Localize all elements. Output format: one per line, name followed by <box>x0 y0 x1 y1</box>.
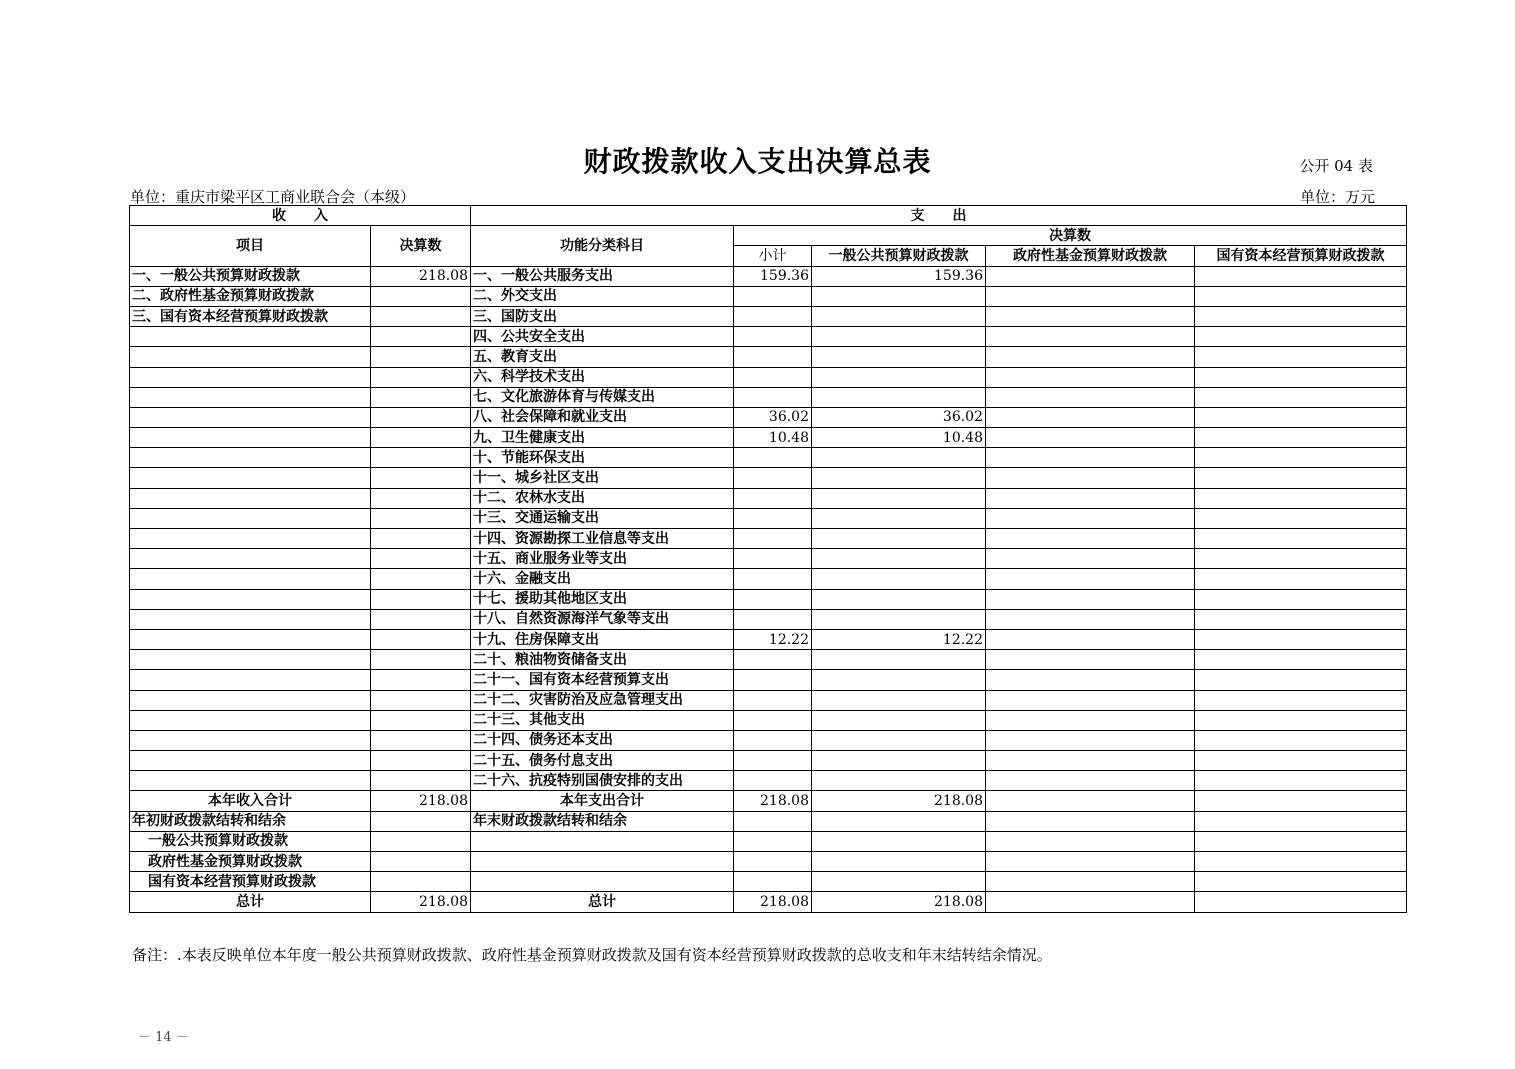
state-capital-cell <box>1195 529 1407 549</box>
income-amount-cell <box>371 367 471 387</box>
general-budget-cell <box>812 569 986 589</box>
function-category-cell: 五、教育支出 <box>471 347 734 367</box>
subtotal-cell <box>734 872 812 892</box>
function-category-cell <box>471 831 734 851</box>
income-item-cell <box>130 609 371 629</box>
table-row <box>130 407 1407 427</box>
income-amount-cell <box>371 407 471 427</box>
general-budget-cell <box>812 468 986 488</box>
income-amount-cell <box>371 549 471 569</box>
subtotal-cell <box>734 852 812 872</box>
subtotal-cell: 12.22 <box>734 629 812 649</box>
table-row <box>130 448 1407 468</box>
income-item-cell <box>130 690 371 710</box>
function-category-cell: 七、文化旅游体育与传媒支出 <box>471 387 734 407</box>
general-budget-cell <box>812 448 986 468</box>
subtotal-cell <box>734 306 812 326</box>
general-budget-cell <box>812 710 986 730</box>
subtotal-cell <box>734 690 812 710</box>
subtotal-cell <box>734 367 812 387</box>
fund-budget-cell <box>986 831 1195 851</box>
subtotal-cell <box>734 549 812 569</box>
general-budget-cell <box>812 730 986 750</box>
general-budget-cell <box>812 751 986 771</box>
subtotal-cell <box>734 589 812 609</box>
footnote: 备注：.本表反映单位本年度一般公共预算财政拨款、政府性基金预算财政拨款及国有资本经营预算财政拨款的总收支和年末结转结余情况。 <box>132 946 1052 964</box>
function-category-cell: 九、卫生健康支出 <box>471 428 734 448</box>
income-amount-cell <box>371 629 471 649</box>
fund-budget-cell <box>986 407 1195 427</box>
income-amount-cell <box>371 730 471 750</box>
fund-budget-cell <box>986 730 1195 750</box>
function-category-cell: 二、外交支出 <box>471 286 734 306</box>
income-amount-cell <box>371 710 471 730</box>
income-amount-cell: 218.08 <box>371 791 471 811</box>
income-item-cell: 年初财政拨款结转和结余 <box>130 811 371 831</box>
function-category-cell: 二十三、其他支出 <box>471 710 734 730</box>
income-item-cell <box>130 730 371 750</box>
general-budget-cell <box>812 872 986 892</box>
col-header-state: 国有资本经营预算财政拨款 <box>1195 246 1407 266</box>
table-row <box>130 508 1407 528</box>
table-row <box>130 609 1407 629</box>
fund-budget-cell <box>986 569 1195 589</box>
col-header-general: 一般公共预算财政拨款 <box>812 246 986 266</box>
income-item-cell <box>130 629 371 649</box>
income-item-cell <box>130 569 371 589</box>
income-item-cell <box>130 589 371 609</box>
function-category-cell: 二十四、债务还本支出 <box>471 730 734 750</box>
income-amount-cell <box>371 872 471 892</box>
subtotal-cell: 159.36 <box>734 266 812 286</box>
general-budget-cell <box>812 306 986 326</box>
income-amount-cell <box>371 488 471 508</box>
table-row <box>130 306 1407 326</box>
income-item-cell <box>130 428 371 448</box>
income-amount-cell <box>371 771 471 791</box>
function-category-cell <box>471 852 734 872</box>
income-item-cell <box>130 347 371 367</box>
subtotal-cell <box>734 730 812 750</box>
subtotal-cell <box>734 448 812 468</box>
fund-budget-cell <box>986 488 1195 508</box>
function-category-cell <box>471 872 734 892</box>
fund-budget-cell <box>986 690 1195 710</box>
fund-budget-cell <box>986 529 1195 549</box>
subtotal-cell <box>734 286 812 306</box>
carryover-row <box>130 831 1407 851</box>
income-item-cell <box>130 710 371 730</box>
col-header-subtotal: 小计 <box>734 246 812 266</box>
income-amount-cell <box>371 852 471 872</box>
general-budget-cell <box>812 286 986 306</box>
subtotal-cell <box>734 387 812 407</box>
state-capital-cell <box>1195 609 1407 629</box>
table-row <box>130 589 1407 609</box>
income-item-cell <box>130 508 371 528</box>
state-capital-cell <box>1195 266 1407 286</box>
fund-budget-cell <box>986 367 1195 387</box>
fund-budget-cell <box>986 670 1195 690</box>
carryover-row <box>130 811 1407 831</box>
state-capital-cell <box>1195 569 1407 589</box>
income-amount-cell <box>371 751 471 771</box>
subtotal-cell <box>734 347 812 367</box>
general-budget-cell <box>812 852 986 872</box>
income-item-cell <box>130 387 371 407</box>
income-item-cell: 二、政府性基金预算财政拨款 <box>130 286 371 306</box>
subtotal-cell <box>734 609 812 629</box>
subtotal-cell <box>734 670 812 690</box>
income-amount-cell <box>371 468 471 488</box>
general-budget-cell <box>812 811 986 831</box>
subtotal-cell <box>734 831 812 851</box>
general-budget-cell: 12.22 <box>812 629 986 649</box>
income-item-cell <box>130 488 371 508</box>
income-amount-cell <box>371 589 471 609</box>
general-budget-cell: 159.36 <box>812 266 986 286</box>
state-capital-cell <box>1195 791 1407 811</box>
function-category-cell: 二十五、债务付息支出 <box>471 751 734 771</box>
function-category-cell: 十二、农林水支出 <box>471 488 734 508</box>
fund-budget-cell <box>986 771 1195 791</box>
currency-unit: 单位：万元 <box>1299 188 1375 206</box>
fund-budget-cell <box>986 266 1195 286</box>
subtotal-cell: 218.08 <box>734 892 812 912</box>
state-capital-cell <box>1195 650 1407 670</box>
fund-budget-cell <box>986 549 1195 569</box>
general-budget-cell <box>812 327 986 347</box>
table-row <box>130 327 1407 347</box>
function-category-cell: 二十一、国有资本经营预算支出 <box>471 670 734 690</box>
col-header-amount: 决算数 <box>371 226 471 266</box>
general-budget-cell <box>812 508 986 528</box>
table-row <box>130 266 1407 286</box>
income-item-cell: 一、一般公共预算财政拨款 <box>130 266 371 286</box>
table-row <box>130 730 1407 750</box>
function-category-cell: 十九、住房保障支出 <box>471 629 734 649</box>
general-budget-cell <box>812 609 986 629</box>
income-item-cell <box>130 771 371 791</box>
subtotal-cell <box>734 508 812 528</box>
subtotal-cell: 10.48 <box>734 428 812 448</box>
state-capital-cell <box>1195 730 1407 750</box>
income-amount-cell <box>371 428 471 448</box>
subtotal-cell <box>734 488 812 508</box>
function-category-cell: 十四、资源勘探工业信息等支出 <box>471 529 734 549</box>
income-item-cell <box>130 670 371 690</box>
function-category-cell: 三、国防支出 <box>471 306 734 326</box>
fund-budget-cell <box>986 710 1195 730</box>
table-row <box>130 771 1407 791</box>
subtotal-cell <box>734 468 812 488</box>
state-capital-cell <box>1195 508 1407 528</box>
fund-budget-cell <box>986 347 1195 367</box>
fund-budget-cell <box>986 286 1195 306</box>
income-item-cell: 政府性基金预算财政拨款 <box>130 852 371 872</box>
fund-budget-cell <box>986 468 1195 488</box>
income-amount-cell <box>371 650 471 670</box>
income-amount-cell <box>371 306 471 326</box>
general-budget-cell <box>812 387 986 407</box>
fund-budget-cell <box>986 751 1195 771</box>
general-budget-cell <box>812 367 986 387</box>
income-amount-cell: 218.08 <box>371 266 471 286</box>
state-capital-cell <box>1195 589 1407 609</box>
fund-budget-cell <box>986 387 1195 407</box>
table-row <box>130 629 1407 649</box>
function-category-cell: 十八、自然资源海洋气象等支出 <box>471 609 734 629</box>
state-capital-cell <box>1195 751 1407 771</box>
income-amount-cell <box>371 690 471 710</box>
table-row <box>130 569 1407 589</box>
subtotal-cell <box>734 751 812 771</box>
table-row <box>130 347 1407 367</box>
function-category-cell: 十一、城乡社区支出 <box>471 468 734 488</box>
income-item-cell <box>130 327 371 347</box>
general-budget-cell <box>812 771 986 791</box>
budget-table <box>129 205 1407 913</box>
income-group-header: 收 入 <box>130 206 471 226</box>
state-capital-cell <box>1195 831 1407 851</box>
function-category-cell: 二十六、抗疫特别国债安排的支出 <box>471 771 734 791</box>
fund-budget-cell <box>986 306 1195 326</box>
fund-budget-cell <box>986 589 1195 609</box>
income-amount-cell <box>371 529 471 549</box>
fund-budget-cell <box>986 791 1195 811</box>
general-budget-cell <box>812 529 986 549</box>
income-item-cell <box>130 407 371 427</box>
table-row <box>130 670 1407 690</box>
function-category-cell: 十五、商业服务业等支出 <box>471 549 734 569</box>
subtotal-cell <box>734 529 812 549</box>
subtotal-cell <box>734 569 812 589</box>
general-budget-cell <box>812 347 986 367</box>
page-number: － 14 － <box>138 1030 189 1045</box>
state-capital-cell <box>1195 670 1407 690</box>
general-budget-cell: 36.02 <box>812 407 986 427</box>
table-row <box>130 650 1407 670</box>
fund-budget-cell <box>986 852 1195 872</box>
table-row <box>130 387 1407 407</box>
income-item-cell: 三、国有资本经营预算财政拨款 <box>130 306 371 326</box>
income-item-cell <box>130 468 371 488</box>
grand-total-row <box>130 892 1407 912</box>
function-category-cell: 十、节能环保支出 <box>471 448 734 468</box>
fund-budget-cell <box>986 428 1195 448</box>
function-category-cell: 十七、援助其他地区支出 <box>471 589 734 609</box>
state-capital-cell <box>1195 428 1407 448</box>
function-category-cell: 二十二、灾害防治及应急管理支出 <box>471 690 734 710</box>
general-budget-cell <box>812 549 986 569</box>
table-row <box>130 751 1407 771</box>
function-category-cell: 四、公共安全支出 <box>471 327 734 347</box>
table-row <box>130 286 1407 306</box>
subtotal-cell <box>734 811 812 831</box>
fund-budget-cell <box>986 448 1195 468</box>
income-item-cell <box>130 650 371 670</box>
state-capital-cell <box>1195 448 1407 468</box>
state-capital-cell <box>1195 488 1407 508</box>
subtotal-cell <box>734 771 812 791</box>
general-budget-cell: 218.08 <box>812 892 986 912</box>
form-number: 公开 04 表 <box>1299 157 1373 175</box>
income-amount-cell <box>371 508 471 528</box>
fund-budget-cell <box>986 629 1195 649</box>
function-category-cell: 六、科学技术支出 <box>471 367 734 387</box>
expense-group-header: 支 出 <box>471 206 1407 226</box>
function-category-cell: 总计 <box>471 892 734 912</box>
income-item-cell <box>130 549 371 569</box>
income-item-cell <box>130 751 371 771</box>
income-item-cell: 本年收入合计 <box>130 791 371 811</box>
general-budget-cell <box>812 650 986 670</box>
state-capital-cell <box>1195 690 1407 710</box>
state-capital-cell <box>1195 367 1407 387</box>
table-row <box>130 710 1407 730</box>
fund-budget-cell <box>986 327 1195 347</box>
income-amount-cell <box>371 609 471 629</box>
table-row <box>130 428 1407 448</box>
subtotal-cell <box>734 710 812 730</box>
state-capital-cell <box>1195 387 1407 407</box>
state-capital-cell <box>1195 710 1407 730</box>
state-capital-cell <box>1195 892 1407 912</box>
income-amount-cell <box>371 286 471 306</box>
income-amount-cell <box>371 347 471 367</box>
general-budget-cell <box>812 589 986 609</box>
year-total-row <box>130 791 1407 811</box>
function-category-cell: 十六、金融支出 <box>471 569 734 589</box>
carryover-row <box>130 872 1407 892</box>
fund-budget-cell <box>986 872 1195 892</box>
income-item-cell <box>130 367 371 387</box>
state-capital-cell <box>1195 407 1407 427</box>
state-capital-cell <box>1195 347 1407 367</box>
fund-budget-cell <box>986 892 1195 912</box>
state-capital-cell <box>1195 306 1407 326</box>
fund-budget-cell <box>986 508 1195 528</box>
table-row <box>130 690 1407 710</box>
general-budget-cell <box>812 670 986 690</box>
function-category-cell: 二十、粮油物资储备支出 <box>471 650 734 670</box>
state-capital-cell <box>1195 771 1407 791</box>
income-amount-cell <box>371 387 471 407</box>
table-row <box>130 549 1407 569</box>
income-amount-cell <box>371 569 471 589</box>
income-item-cell: 一般公共预算财政拨款 <box>130 831 371 851</box>
table-row <box>130 468 1407 488</box>
col-header-decision: 决算数 <box>734 226 1407 246</box>
income-amount-cell <box>371 670 471 690</box>
fund-budget-cell <box>986 609 1195 629</box>
state-capital-cell <box>1195 549 1407 569</box>
function-category-cell: 十三、交通运输支出 <box>471 508 734 528</box>
table-row <box>130 529 1407 549</box>
income-item-cell <box>130 448 371 468</box>
col-header-fund: 政府性基金预算财政拨款 <box>986 246 1195 266</box>
unit-name: 单位：重庆市梁平区工商业联合会（本级） <box>130 188 416 206</box>
income-amount-cell <box>371 811 471 831</box>
subtotal-cell <box>734 650 812 670</box>
income-item-cell: 国有资本经营预算财政拨款 <box>130 872 371 892</box>
income-amount-cell <box>371 448 471 468</box>
general-budget-cell <box>812 690 986 710</box>
general-budget-cell: 218.08 <box>812 791 986 811</box>
function-category-cell: 年末财政拨款结转和结余 <box>471 811 734 831</box>
state-capital-cell <box>1195 872 1407 892</box>
fund-budget-cell <box>986 650 1195 670</box>
function-category-cell: 八、社会保障和就业支出 <box>471 407 734 427</box>
income-amount-cell: 218.08 <box>371 892 471 912</box>
table-row <box>130 488 1407 508</box>
function-category-cell: 本年支出合计 <box>471 791 734 811</box>
function-category-cell: 一、一般公共服务支出 <box>471 266 734 286</box>
col-header-function: 功能分类科目 <box>471 226 734 266</box>
state-capital-cell <box>1195 629 1407 649</box>
subtotal-cell <box>734 327 812 347</box>
income-amount-cell <box>371 831 471 851</box>
state-capital-cell <box>1195 286 1407 306</box>
state-capital-cell <box>1195 327 1407 347</box>
state-capital-cell <box>1195 852 1407 872</box>
state-capital-cell <box>1195 468 1407 488</box>
income-item-cell: 总计 <box>130 892 371 912</box>
col-header-item: 项目 <box>130 226 371 266</box>
table-row <box>130 367 1407 387</box>
state-capital-cell <box>1195 811 1407 831</box>
subtotal-cell: 36.02 <box>734 407 812 427</box>
fund-budget-cell <box>986 811 1195 831</box>
general-budget-cell: 10.48 <box>812 428 986 448</box>
income-amount-cell <box>371 327 471 347</box>
carryover-row <box>130 852 1407 872</box>
general-budget-cell <box>812 488 986 508</box>
general-budget-cell <box>812 831 986 851</box>
income-item-cell <box>130 529 371 549</box>
subtotal-cell: 218.08 <box>734 791 812 811</box>
page-title: 财政拨款收入支出决算总表 <box>583 145 932 178</box>
